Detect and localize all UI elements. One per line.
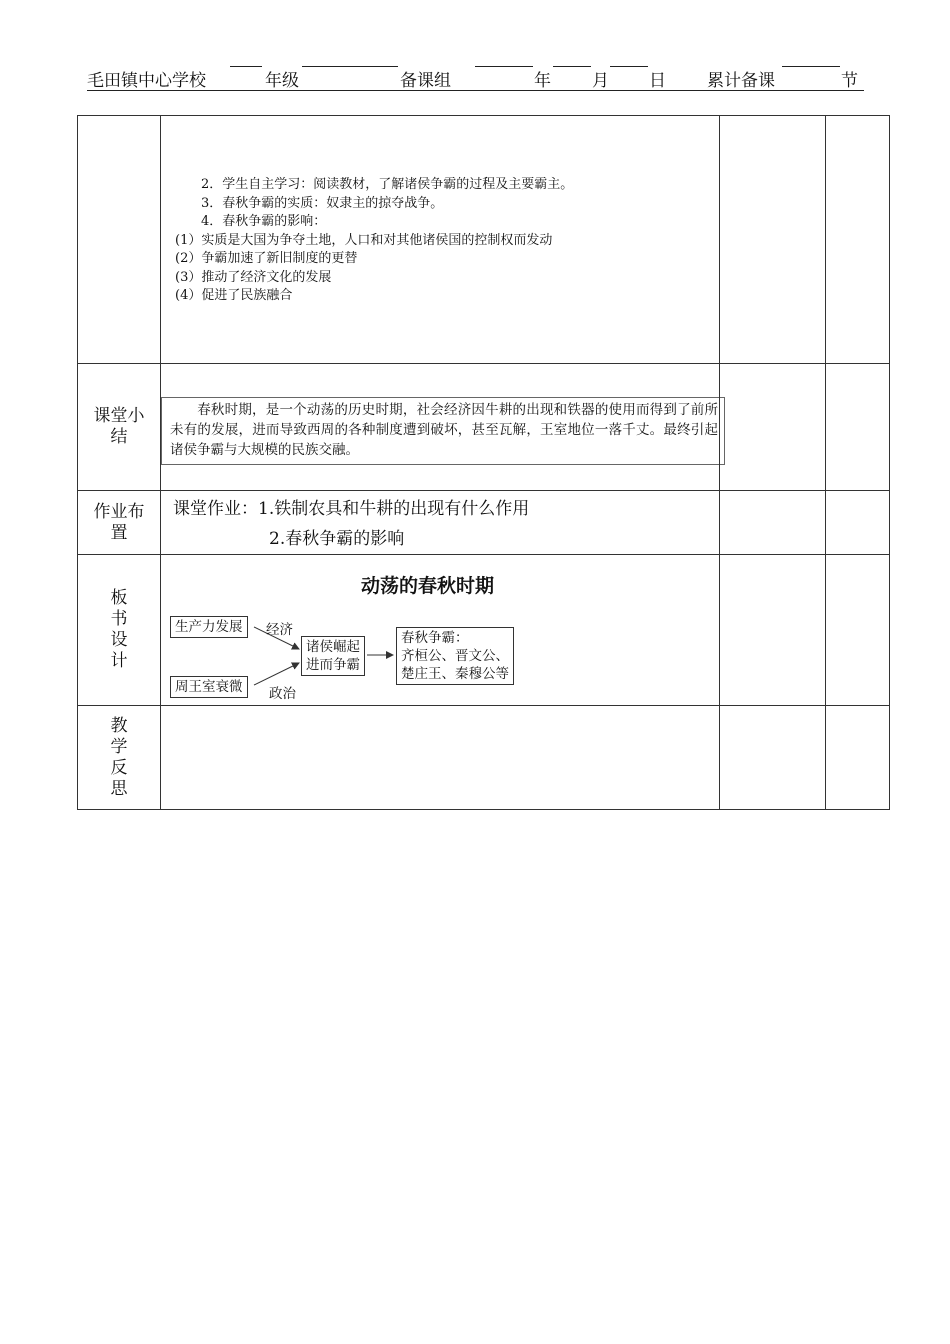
group-label: 备课组 (400, 71, 451, 91)
summary-label: 课堂小 结 (78, 364, 161, 491)
process-line: (2）争霸加速了新旧制度的更替 (175, 251, 358, 266)
process-content-cell (161, 116, 720, 364)
month-label: 月 (592, 71, 609, 91)
summary-content-cell (161, 364, 720, 491)
summary-row (78, 364, 890, 491)
process-line: (4）促进了民族融合 (175, 288, 293, 303)
process-label-cell (78, 116, 161, 364)
process-line: 4．春秋争霸的影响： (201, 214, 327, 229)
process-row (78, 116, 890, 364)
box-rise (301, 636, 365, 676)
board-label: 板 书 设 计 (78, 555, 161, 706)
process-content (161, 116, 719, 306)
grade-blank[interactable] (230, 66, 262, 67)
homework-line-1: 课堂作业：1.铁制农具和牛耕的出现有什么作用 (173, 499, 530, 519)
box-royal: 周王室衰微 (170, 676, 248, 698)
homework-label: 作业布 置 (78, 491, 161, 555)
day-label: 日 (649, 71, 666, 91)
school-name: 毛田镇中心学校 (87, 71, 206, 91)
total-label: 累计备课 (707, 71, 775, 91)
year-label: 年 (534, 71, 551, 91)
label-politics: 政治 (269, 686, 296, 702)
extra-cell[interactable] (826, 116, 890, 364)
notes-cell[interactable] (720, 555, 826, 706)
homework-row (78, 491, 890, 555)
label-economy: 经济 (266, 622, 293, 638)
box-hegemony-line: 楚庄王、秦穆公等 (401, 666, 509, 682)
process-line: 3．春秋争霸的实质：奴隶主的掠夺战争。 (201, 195, 444, 211)
grade-label: 年级 (265, 71, 299, 91)
year-blank[interactable] (475, 66, 533, 67)
process-line: (1）实质是大国为争夺土地，人口和对其他诸侯国的控制权而发动 (175, 232, 553, 248)
box-hegemony-line: 齐桓公、晋文公、 (401, 648, 509, 664)
total-blank[interactable] (782, 66, 840, 67)
page-header (87, 64, 864, 91)
reflection-row (78, 706, 890, 810)
homework-content-cell (161, 491, 720, 555)
extra-cell[interactable] (826, 491, 890, 555)
homework-line-2: 2.春秋争霸的影响 (269, 529, 405, 549)
extra-cell[interactable] (826, 555, 890, 706)
summary-paragraph: 春秋时期，是一个动荡的历史时期，社会经济因牛耕的出现和铁器的使用而得到了前所未有的发展，进而导致西周的各种制度遭到破坏，甚至瓦解，王室地位一落千丈。最终引起诸侯争霸与大规模的民族交融。 (170, 402, 718, 458)
process-line: (3）推动了经济文化的发展 (175, 269, 332, 285)
homework-content (161, 491, 719, 554)
group-blank[interactable] (302, 66, 398, 67)
board-diagram (161, 555, 719, 705)
lesson-plan-table (77, 115, 890, 810)
board-content-cell (161, 555, 720, 706)
board-row (78, 555, 890, 706)
notes-cell[interactable] (720, 364, 826, 491)
box-rise-line: 诸侯崛起 (306, 639, 360, 655)
reflection-content-cell[interactable] (161, 706, 720, 810)
process-line: 2．学生自主学习：阅读教材，了解诸侯争霸的过程及主要霸主。 (201, 177, 574, 192)
reflection-label: 教 学 反 思 (78, 706, 161, 810)
box-hegemony-line: 春秋争霸： (401, 630, 469, 646)
notes-cell[interactable] (720, 706, 826, 810)
notes-cell[interactable] (720, 491, 826, 555)
extra-cell[interactable] (826, 364, 890, 491)
box-productivity: 生产力发展 (170, 616, 248, 638)
notes-cell[interactable] (720, 116, 826, 364)
month-blank[interactable] (553, 66, 591, 67)
box-hegemony (396, 627, 514, 685)
unit-label: 节 (841, 71, 858, 91)
day-blank[interactable] (610, 66, 648, 67)
box-rise-line: 进而争霸 (306, 657, 360, 673)
summary-text (161, 397, 725, 465)
extra-cell[interactable] (826, 706, 890, 810)
board-title: 动荡的春秋时期 (361, 575, 495, 597)
